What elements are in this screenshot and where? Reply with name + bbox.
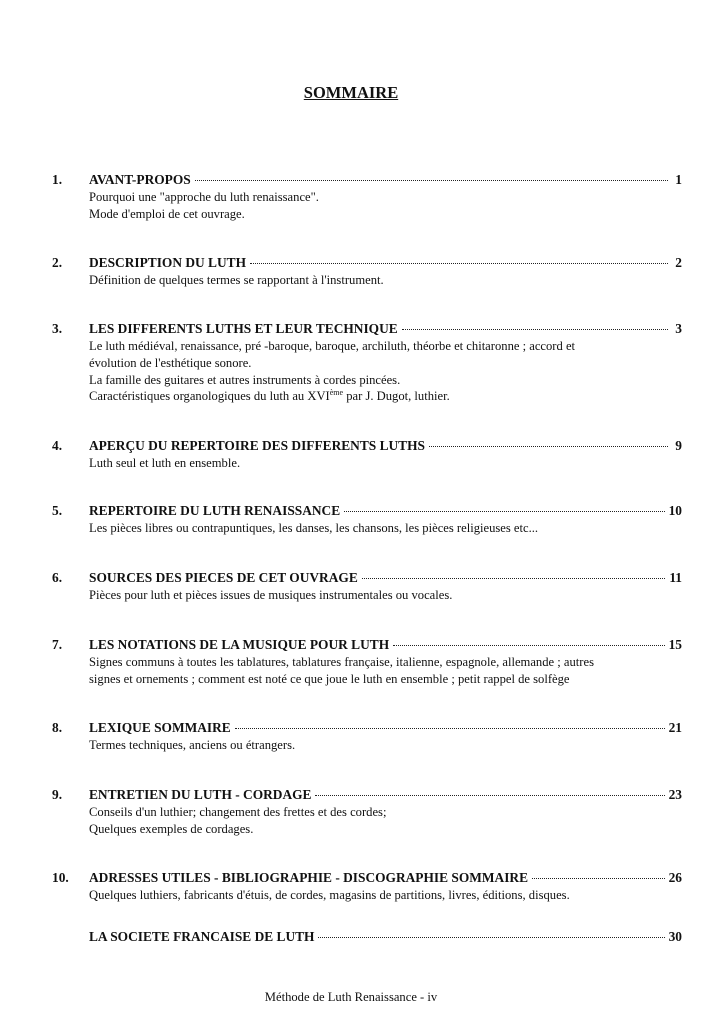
entry-number: 7. [52, 637, 63, 652]
page-number: 26 [668, 870, 682, 885]
entry-description: signes et ornements ; comment est noté ce que joue le luth en ensemble ; petit rappel de solfège [89, 671, 570, 686]
toc-heading-row [0, 437, 702, 455]
superscript: ème [329, 388, 344, 398]
entry-number: 3. [52, 321, 63, 336]
toc-heading-row [0, 254, 702, 272]
entry-number: 8. [52, 720, 63, 735]
dot-leader [315, 795, 664, 796]
toc-link[interactable] [89, 719, 682, 737]
entry-number: 1. [52, 172, 63, 187]
toc-link[interactable] [89, 636, 682, 654]
page-number: 9 [675, 438, 682, 453]
toc-link[interactable] [89, 569, 682, 587]
toc-heading-row [0, 928, 702, 946]
toc-heading-row [0, 719, 702, 737]
page-number: 2 [675, 255, 682, 270]
page-number: 3 [675, 321, 682, 336]
toc-link[interactable] [89, 437, 682, 455]
entry-heading: REPERTOIRE DU LUTH RENAISSANCE [89, 503, 341, 518]
entry-description: Termes techniques, anciens ou étrangers. [89, 738, 296, 752]
entry-heading: LA SOCIETE FRANCAISE DE LUTH [89, 929, 315, 944]
dot-leader [429, 446, 668, 447]
entry-description: Quelques exemples de cordages. [89, 821, 254, 836]
entry-description: Signes communs à toutes les tablatures, tablatures française, italienne, espagnole, allemande ; autres [89, 655, 594, 669]
toc-entry [0, 569, 702, 604]
entry-number: 5. [52, 503, 63, 518]
entry-number: 4. [52, 438, 63, 453]
toc-entry [0, 171, 702, 223]
entry-number: 6. [52, 570, 63, 585]
toc-heading-row [0, 171, 702, 189]
dot-leader [195, 180, 668, 181]
page-number: 23 [668, 787, 682, 802]
toc-heading-row [0, 636, 702, 654]
entry-heading: ADRESSES UTILES - BIBLIOGRAPHIE - DISCOGRAPHIE SOMMAIRE [89, 870, 529, 885]
toc-heading-row [0, 502, 702, 520]
toc-heading-row [0, 786, 702, 804]
entry-description: Définition de quelques termes se rapportant à l'instrument. [89, 273, 384, 287]
page-number: 10 [668, 503, 682, 518]
toc-entry [0, 320, 702, 405]
entry-heading: LEXIQUE SOMMAIRE [89, 720, 231, 735]
page-number: 21 [668, 720, 682, 735]
toc-link[interactable] [89, 869, 682, 887]
dot-leader [393, 645, 665, 646]
dot-leader [344, 511, 664, 512]
entry-heading: ENTRETIEN DU LUTH - CORDAGE [89, 787, 312, 802]
entry-description: Les pièces libres ou contrapuntiques, les danses, les chansons, les pièces religieuses etc... [89, 521, 539, 535]
toc-link[interactable] [89, 786, 682, 804]
entry-heading: SOURCES DES PIECES DE CET OUVRAGE [89, 570, 358, 585]
entry-description: Mode d'emploi de cet ouvrage. [89, 206, 245, 221]
page-number: 30 [668, 929, 682, 944]
toc-link[interactable] [89, 502, 682, 520]
description-text: par J. Dugot, luthier. [343, 389, 450, 404]
dot-leader [318, 937, 664, 938]
entry-number: 2. [52, 255, 63, 270]
entry-description [89, 388, 689, 405]
entry-description: Luth seul et luth en ensemble. [89, 456, 241, 470]
toc-heading-row [0, 569, 702, 587]
dot-leader [235, 728, 665, 729]
entry-heading: APERÇU DU REPERTOIRE DES DIFFERENTS LUTHS [89, 438, 425, 453]
entry-heading: DESCRIPTION DU LUTH [89, 255, 246, 270]
page-number: 15 [668, 637, 682, 652]
toc-entry [0, 869, 702, 904]
toc-entry [0, 502, 702, 537]
page-title: SOMMAIRE [303, 83, 399, 102]
entry-description: Le luth médiéval, renaissance, pré -baroque, baroque, archiluth, théorbe et chitaronne ; accord et [89, 339, 576, 353]
toc-link[interactable] [89, 320, 682, 338]
page-number: 1 [675, 172, 682, 187]
toc-heading-row [0, 320, 702, 338]
dot-leader [402, 329, 668, 330]
toc-link[interactable] [89, 254, 682, 272]
entry-description: évolution de l'esthétique sonore. [89, 355, 252, 370]
dot-leader [250, 263, 668, 264]
toc-link[interactable] [89, 928, 682, 946]
toc-entry [0, 786, 702, 838]
entry-description: Pièces pour luth et pièces issues de musiques instrumentales ou vocales. [89, 588, 453, 602]
dot-leader [532, 878, 665, 879]
toc-link[interactable] [89, 171, 682, 189]
page-footer: Méthode de Luth Renaissance - iv [264, 990, 438, 1004]
toc-entry [0, 928, 702, 946]
page-number: 11 [669, 570, 682, 585]
toc-entry [0, 254, 702, 289]
toc-heading-row [0, 869, 702, 887]
toc-entry [0, 636, 702, 688]
entry-number: 9. [52, 787, 63, 802]
entry-description: Quelques luthiers, fabricants d'étuis, de cordes, magasins de partitions, livres, éditions, disques. [89, 888, 570, 902]
description-text: Caractéristiques organologiques du luth au XVI [89, 389, 330, 404]
entry-description: La famille des guitares et autres instruments à cordes pincées. [89, 372, 401, 387]
entry-description: Conseils d'un luthier; changement des frettes et des cordes; [89, 805, 387, 819]
entry-heading: LES NOTATIONS DE LA MUSIQUE POUR LUTH [89, 637, 390, 652]
toc-entry [0, 437, 702, 472]
toc-entry [0, 719, 702, 754]
dot-leader [362, 578, 666, 579]
entry-number: 10. [52, 870, 69, 885]
entry-heading: AVANT-PROPOS [89, 172, 191, 187]
entry-description: Pourquoi une "approche du luth renaissance". [89, 190, 319, 204]
entry-heading: LES DIFFERENTS LUTHS ET LEUR TECHNIQUE [89, 321, 398, 336]
